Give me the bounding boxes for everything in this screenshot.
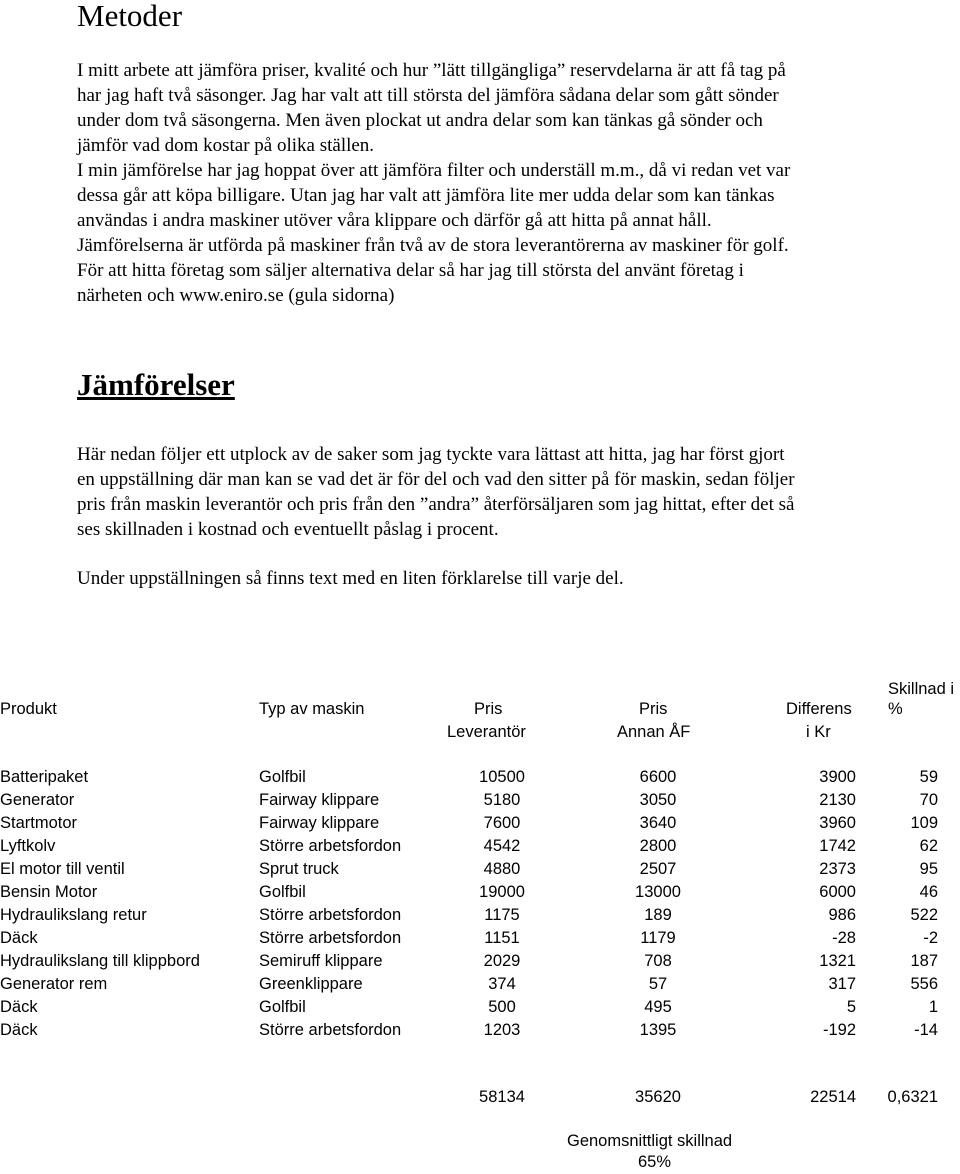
cell-differens: 2130 [819,791,856,809]
cell-typ: Fairway klippare [259,814,380,832]
cell-typ: Golfbil [259,768,306,786]
cell-pris-annan: 3050 [639,791,677,809]
text-line: har jag haft två säsonger. Jag har valt att till största del jämföra sådana delar som gått sönder [77,85,779,106]
jamforelser-note [77,566,624,591]
cell-produkt: El motor till ventil [0,860,125,878]
text-line: ses skillnaden i kostnad och eventuellt påslag i procent. [77,519,499,540]
cell-pris-annan: 3640 [639,814,677,832]
cell-produkt: Däck [0,1021,38,1039]
text-line: en uppställning där man kan se vad det är för del och vad den sitter på för maskin, sedan följer [77,469,795,490]
cell-skillnad: -2 [923,929,938,947]
cell-pris-annan: 1395 [639,1021,677,1039]
cell-typ: Sprut truck [259,860,339,878]
cell-typ: Greenklippare [259,975,363,993]
cell-produkt: Batteripaket [0,768,89,786]
cell-skillnad: 556 [910,975,938,993]
cell-skillnad: 70 [919,791,938,809]
text-line: dessa går att köpa billigare. Utan jag har valt att jämföra lite mer udda delar som kan tänkas [77,185,775,206]
cell-differens: 5 [846,998,856,1016]
column-header-produkt: Produkt [0,700,57,718]
cell-skillnad: 95 [919,860,938,878]
cell-pris-leverantor: 374 [488,975,516,993]
text-line: närheten och www.eniro.se (gula sidorna) [77,285,395,306]
cell-pris-leverantor: 7600 [483,814,521,832]
text-line: För att hitta företag som säljer alternativa delar så har jag till största del använt företag i [77,260,744,281]
cell-typ: Större arbetsfordon [259,1021,402,1039]
jamforelser-intro [77,442,795,542]
cell-differens: 6000 [819,883,856,901]
cell-typ: Golfbil [259,883,306,901]
cell-pris-annan: 189 [644,906,672,924]
text-line: Under uppställningen så finns text med en liten förklarelse till varje del. [77,568,624,589]
text-line: pris från maskin leverantör och pris från den ”andra” återförsäljaren som jag hittat, efter det så [77,494,795,515]
text-line: I min jämförelse har jag hoppat över att jämföra filter och underställ m.m., då vi redan vet var [77,160,791,181]
cell-pris-annan: 2800 [639,837,677,855]
text-line: Här nedan följer ett utplock av de saker som jag tyckte vara lättast att hitta, jag har först gjort [77,444,785,465]
total-pris-leverantor: 58134 [479,1088,525,1106]
text-line: under dom två säsongerna. Men även plockat ut andra delar som kan tänkas gå sönder och [77,110,763,131]
text-line: jämför vad dom kostar på olika ställen. [77,135,375,156]
cell-typ: Golfbil [259,998,306,1016]
cell-pris-leverantor: 2029 [483,952,521,970]
cell-differens: 986 [828,906,856,924]
cell-produkt: Däck [0,929,38,947]
cell-pris-leverantor: 19000 [479,883,525,901]
cell-pris-leverantor: 1151 [484,929,520,947]
section-heading-metoder: Metoder [77,0,183,33]
column-header-pris-leverantor: Pris [474,700,503,718]
cell-produkt: Generator rem [0,975,108,993]
column-header-skillnad-sub: % [888,700,903,718]
cell-differens: 317 [828,975,856,993]
cell-differens: -28 [832,929,856,947]
cell-skillnad: 46 [919,883,938,901]
cell-pris-annan: 13000 [635,883,681,901]
cell-pris-leverantor: 1203 [483,1021,521,1039]
cell-typ: Större arbetsfordon [259,906,402,924]
cell-differens: 1321 [819,952,856,970]
cell-skillnad: 62 [919,837,938,855]
column-header-differens-sub: i Kr [806,723,831,741]
cell-differens: 3900 [819,768,856,786]
cell-pris-leverantor: 1175 [484,906,520,924]
cell-pris-annan: 1179 [640,929,676,947]
text-line: Jämförelserna är utförda på maskiner från två av de stora leverantörerna av maskiner för golf. [77,235,789,256]
cell-produkt: Lyftkolv [0,837,56,855]
total-skillnad: 0,6321 [887,1088,938,1106]
cell-skillnad: 1 [928,998,938,1016]
column-header-typ: Typ av maskin [259,700,365,718]
cell-produkt: Generator [0,791,75,809]
cell-skillnad: 187 [910,952,938,970]
cell-skillnad: -14 [914,1021,938,1039]
cell-pris-annan: 57 [648,975,668,993]
cell-produkt: Däck [0,998,38,1016]
text-line: användas i andra maskiner utöver våra klippare och därför gå att hitta på annat håll. [77,210,712,231]
cell-produkt: Hydraulikslang till klippbord [0,952,200,970]
cell-pris-leverantor: 10500 [479,768,525,786]
cell-differens: 1742 [819,837,856,855]
cell-produkt: Startmotor [0,814,78,832]
cell-pris-leverantor: 4542 [483,837,521,855]
cell-typ: Större arbetsfordon [259,929,402,947]
average-value: 65% [638,1153,672,1171]
cell-differens: 3960 [819,814,856,832]
total-pris-annan: 35620 [635,1088,681,1106]
cell-skillnad: 109 [910,814,938,832]
cell-differens: -192 [822,1021,856,1039]
cell-produkt: Hydraulikslang retur [0,906,147,924]
column-header-differens: Differens [786,700,852,718]
column-header-pris-annan-sub: Annan ÅF [617,723,691,741]
section-heading-jamforelser: Jämförelser [77,367,235,402]
cell-pris-annan: 6600 [639,768,677,786]
cell-skillnad: 522 [910,906,938,924]
cell-pris-leverantor: 5180 [483,791,521,809]
total-differens: 22514 [810,1088,856,1106]
column-header-pris-leverantor-sub: Leverantör [447,723,526,741]
cell-differens: 2373 [819,860,856,878]
cell-pris-leverantor: 4880 [483,860,521,878]
cell-pris-annan: 495 [644,998,672,1016]
cell-typ: Fairway klippare [259,791,380,809]
cell-pris-annan: 2507 [639,860,677,878]
text-line: I mitt arbete att jämföra priser, kvalité och hur ”lätt tillgängliga” reservdelarna är att få tag på [77,60,786,81]
cell-pris-annan: 708 [644,952,672,970]
cell-skillnad: 59 [919,768,938,786]
cell-typ: Semiruff klippare [259,952,383,970]
cell-produkt: Bensin Motor [0,883,98,901]
metoder-paragraph [77,58,790,308]
cell-pris-leverantor: 500 [488,998,516,1016]
cell-typ: Större arbetsfordon [259,837,402,855]
column-header-skillnad: Skillnad i [888,680,955,698]
column-header-pris-annan: Pris [639,700,668,718]
average-label: Genomsnittligt skillnad [567,1132,733,1150]
